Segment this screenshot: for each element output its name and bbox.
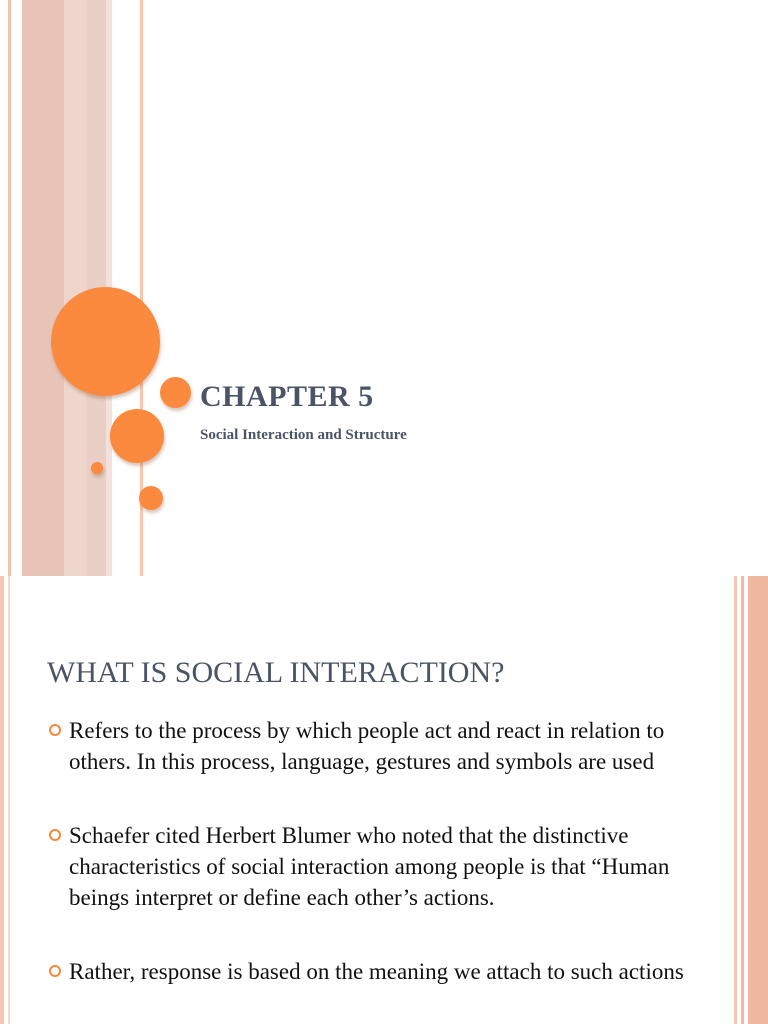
bullet-circle-icon (49, 965, 61, 977)
decorative-circle-large (51, 287, 160, 396)
decorative-stripe (64, 0, 86, 576)
decorative-stripe (8, 0, 11, 576)
chapter-subtitle: Social Interaction and Structure (200, 427, 407, 443)
bullet-list (48, 715, 688, 987)
decorative-circle-tiny (91, 462, 103, 474)
bullet-item (48, 820, 688, 913)
slide-heading: WHAT IS SOCIAL INTERACTION? (47, 656, 505, 689)
decorative-stripe (734, 576, 737, 1024)
bullet-item (48, 956, 688, 987)
bullet-circle-icon (49, 829, 61, 841)
content-slide (0, 576, 768, 1024)
bullet-text: Refers to the process by which people act and react in relation to others. In this process, language, gestures and symbols are used (69, 718, 665, 774)
decorative-circle-small (160, 377, 191, 408)
decorative-stripe (0, 576, 4, 1024)
decorative-stripe (748, 576, 768, 1024)
decorative-circle-medium (110, 409, 164, 463)
decorative-circle-small (139, 486, 163, 510)
decorative-stripe (8, 576, 10, 1024)
bullet-item (48, 715, 688, 777)
bullet-text: Schaefer cited Herbert Blumer who noted that the distinctive characteristics of social interaction among people is that “Human beings interpret or define each other’s actions. (69, 823, 670, 910)
decorative-stripe (741, 576, 744, 1024)
bullet-circle-icon (49, 724, 61, 736)
decorative-stripe (22, 0, 64, 576)
chapter-title: CHAPTER 5 (200, 380, 374, 413)
bullet-text: Rather, response is based on the meaning we attach to such actions (69, 959, 684, 984)
